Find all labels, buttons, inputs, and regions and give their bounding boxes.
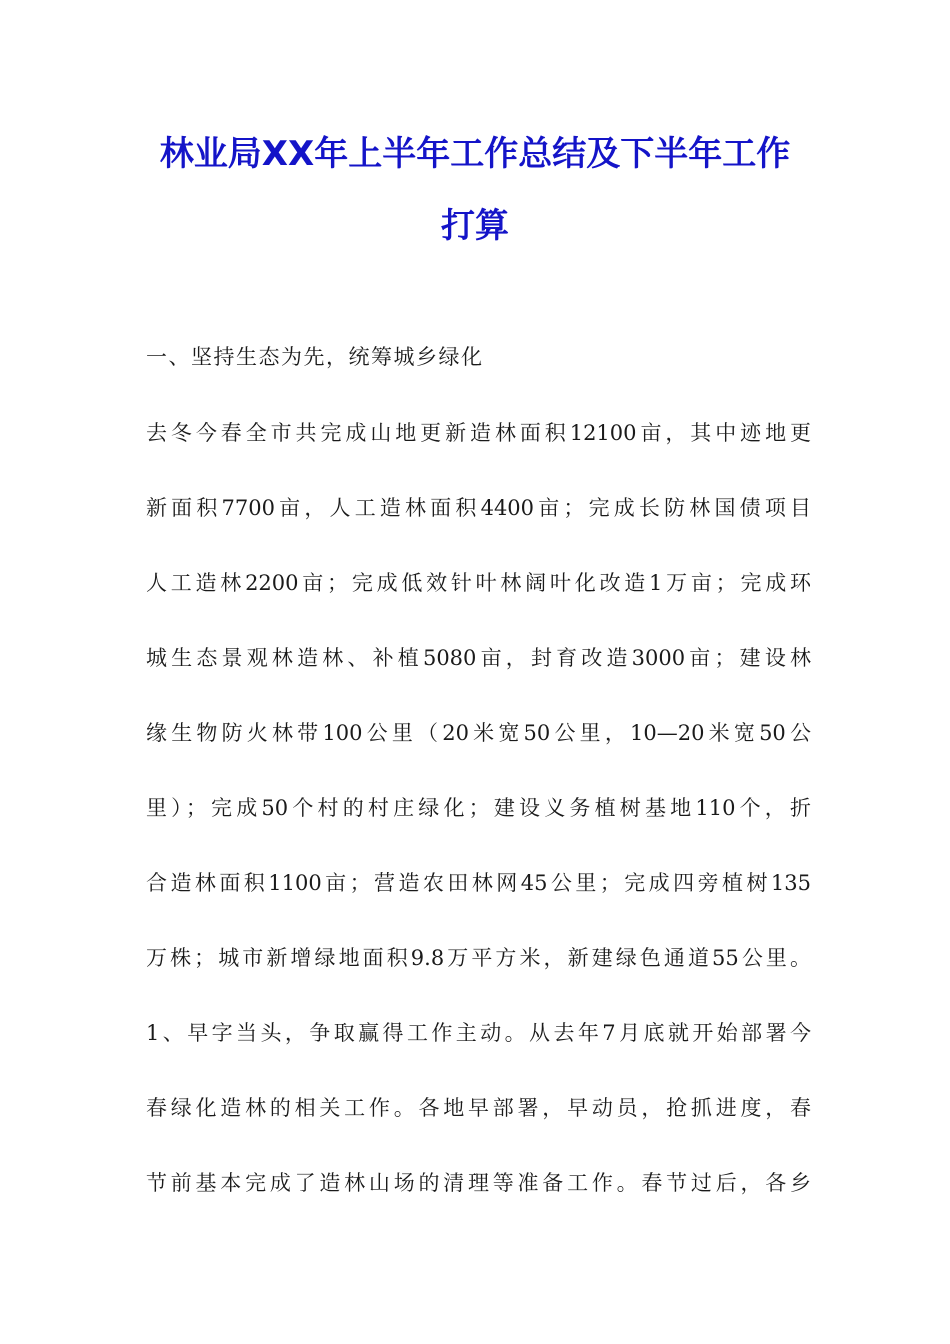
body-text-line: 春绿化造林的相关工作。各地早部署，早动员，抢抓进度，春 — [146, 1096, 811, 1120]
body-text-line: 万株；城市新增绿地面积9.8万平方米，新建绿色通道55公里。 — [146, 946, 811, 970]
document-title-line-1: 林业局XX年上半年工作总结及下半年工作 — [159, 134, 791, 174]
body-text-line: 城生态景观林造林、补植5080亩，封育改造3000亩；建设林 — [146, 646, 811, 670]
body-text-line: 缘生物防火林带100公里（20米宽50公里，10—20米宽50公 — [146, 721, 811, 745]
section-heading: 一、坚持生态为先，统筹城乡绿化 — [146, 345, 484, 369]
body-text-line: 新面积7700亩，人工造林面积4400亩；完成长防林国债项目 — [146, 496, 811, 520]
body-text-line: 节前基本完成了造林山场的清理等准备工作。春节过后，各乡 — [146, 1171, 811, 1195]
body-text-line: 去冬今春全市共完成山地更新造林面积12100亩，其中迹地更 — [146, 421, 811, 445]
document-title-line-2: 打算 — [441, 206, 509, 246]
body-text-line: 1、早字当头，争取赢得工作主动。从去年7月底就开始部署今 — [146, 1021, 811, 1045]
body-text-line: 合造林面积1100亩；营造农田林网45公里；完成四旁植树135 — [146, 871, 811, 895]
body-text-line: 人工造林2200亩；完成低效针叶林阔叶化改造1万亩；完成环 — [146, 571, 811, 595]
body-text-line: 里）；完成50个村的村庄绿化；建设义务植树基地110个，折 — [146, 796, 811, 820]
